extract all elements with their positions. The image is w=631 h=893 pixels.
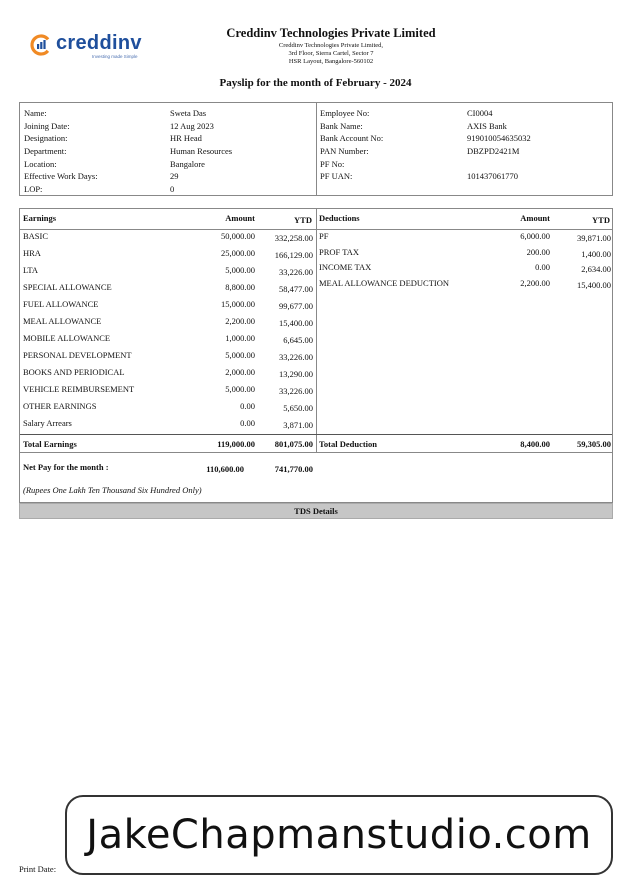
- deduction-item-name: PROF TAX: [319, 246, 360, 257]
- earnings-amount-header: Amount: [225, 213, 255, 223]
- earnings-item-ytd: 33,226.00: [279, 352, 313, 362]
- earnings-item-amount: 0.00: [240, 418, 255, 428]
- total-deduction-amount: 8,400.00: [520, 439, 550, 449]
- earnings-item-ytd: 332,258.00: [274, 233, 313, 243]
- deduction-item-amount: 2,200.00: [520, 277, 550, 288]
- info-label: Bank Name:: [320, 120, 363, 131]
- earnings-item-amount: 5,000.00: [225, 384, 255, 394]
- info-label: Bank Account No:: [320, 133, 384, 144]
- earnings-item-ytd: 33,226.00: [279, 267, 313, 277]
- earnings-item-name: LTA: [23, 265, 39, 275]
- earnings-item-ytd: 166,129.00: [274, 250, 313, 260]
- earnings-item-amount: 0.00: [240, 401, 255, 411]
- earnings-item-name: SPECIAL ALLOWANCE: [23, 282, 112, 292]
- info-label: PF UAN:: [320, 171, 353, 182]
- location: Bangalore: [170, 158, 205, 169]
- deduction-item-ytd: 1,400.00: [581, 248, 611, 259]
- earnings-item-name: MEAL ALLOWANCE: [23, 316, 102, 326]
- info-label: Employee No:: [320, 108, 370, 118]
- earnings-ytd-header: YTD: [294, 215, 312, 225]
- tds-details-bar: TDS Details: [19, 503, 613, 519]
- deduction-item-ytd: 2,634.00: [581, 264, 611, 274]
- total-deduction-ytd: 59,305.00: [577, 439, 611, 449]
- payslip-title: Payslip for the month of February - 2024: [219, 77, 412, 89]
- company-name: Creddinv Technologies Private Limited: [226, 26, 436, 40]
- earnings-item-amount: 2,200.00: [225, 316, 255, 326]
- earnings-item-amount: 15,000.00: [221, 299, 255, 309]
- pf-number: [467, 158, 531, 171]
- column-divider: [316, 209, 317, 452]
- earnings-item-ytd: 5,650.00: [283, 403, 313, 413]
- deductions-header: Deductions: [319, 213, 360, 223]
- employee-info-left-labels: [24, 107, 98, 196]
- deduction-item-amount: 6,000.00: [520, 231, 550, 241]
- info-label: PF No:: [320, 158, 345, 169]
- deduction-item-amount: 200.00: [526, 246, 550, 257]
- logo-tagline: Investing made Simple: [92, 54, 138, 59]
- company-address-line: HSR Layout, Bangalore-560102: [288, 58, 374, 65]
- employee-name: Sweta Das: [170, 108, 207, 118]
- company-logo: [30, 32, 150, 62]
- total-earnings-label: Total Earnings: [23, 439, 77, 449]
- info-label: Effective Work Days:: [24, 171, 98, 182]
- employee-info-box: [19, 102, 613, 196]
- total-earnings-ytd: 801,075.00: [274, 439, 313, 449]
- earnings-item-name: BOOKS AND PERIODICAL: [23, 367, 125, 377]
- total-deduction-label: Total Deduction: [319, 439, 378, 449]
- earnings-item-ytd: 13,290.00: [279, 369, 313, 379]
- earnings-item-name: BASIC: [23, 231, 49, 241]
- net-pay-amount: 110,600.00: [206, 464, 244, 474]
- earnings-item-ytd: 99,677.00: [279, 301, 313, 311]
- logo-text: creddinv: [56, 32, 142, 54]
- deduction-item-ytd: 39,871.00: [577, 233, 611, 243]
- earnings-item-amount: 5,000.00: [225, 350, 255, 360]
- deduction-item-amount: 0.00: [535, 262, 550, 272]
- earnings-item-name: FUEL ALLOWANCE: [23, 299, 99, 309]
- earnings-item-ytd: 6,645.00: [283, 335, 313, 345]
- earnings-item-amount: 5,000.00: [225, 265, 255, 275]
- earnings-item-name: MOBILE ALLOWANCE: [23, 333, 111, 343]
- department: Human Resources: [170, 146, 233, 157]
- header-divider: [20, 229, 612, 230]
- deductions-amount-header: Amount: [520, 213, 550, 223]
- watermark-banner: JakeChapmanstudio.com: [65, 795, 613, 875]
- total-divider: [20, 434, 612, 435]
- deduction-item-name: INCOME TAX: [319, 262, 372, 272]
- info-label: Location:: [24, 158, 57, 169]
- effective-work-days: 29: [170, 171, 179, 182]
- pan-number: DBZPD2421M: [467, 146, 520, 157]
- company-address-line: Creddinv Technologies Private Limited,: [278, 42, 384, 49]
- earnings-item-name: PERSONAL DEVELOPMENT: [23, 350, 132, 360]
- deduction-item-ytd: 15,400.00: [577, 279, 611, 290]
- deduction-item-name: MEAL ALLOWANCE DEDUCTION: [319, 277, 450, 288]
- earnings-item-amount: 2,000.00: [225, 367, 255, 377]
- print-date-label: Print Date:: [19, 864, 57, 874]
- logo-chart-icon: [30, 34, 52, 56]
- net-pay-label: Net Pay for the month :: [23, 462, 109, 472]
- deduction-item-name: PF: [319, 231, 329, 241]
- net-pay-ytd: 741,770.00: [274, 464, 313, 474]
- company-address-line: 3rd Floor, Sierra Cartel, Sector 7: [288, 50, 374, 57]
- earnings-item-ytd: 58,477.00: [279, 284, 313, 294]
- earnings-item-amount: 8,800.00: [225, 282, 255, 292]
- earnings-item-ytd: 33,226.00: [279, 386, 313, 396]
- info-label: Joining Date:: [24, 120, 70, 131]
- employee-info-left-values: [170, 107, 232, 196]
- earnings-item-name: OTHER EARNINGS: [23, 401, 97, 411]
- joining-date: 12 Aug 2023: [170, 120, 214, 131]
- earnings-item-amount: 1,000.00: [225, 333, 255, 343]
- total-divider: [20, 452, 612, 453]
- earnings-item-amount: 50,000.00: [221, 231, 255, 241]
- pf-uan: 101437061770: [467, 171, 518, 182]
- earnings-item-name: VEHICLE REIMBURSEMENT: [23, 384, 135, 394]
- earnings-item-amount: 25,000.00: [221, 248, 255, 258]
- lop: 0: [170, 184, 175, 195]
- column-divider: [316, 103, 317, 195]
- info-label: Designation:: [24, 133, 68, 144]
- deductions-ytd-header: YTD: [592, 215, 610, 225]
- earnings-item-name: HRA: [23, 248, 41, 258]
- info-label: Name:: [24, 108, 47, 118]
- employee-info-right-labels: [320, 107, 383, 183]
- bank-account-number: 919010054635032: [467, 133, 531, 144]
- info-label: LOP:: [24, 184, 43, 195]
- earnings-header: Earnings: [23, 213, 57, 223]
- bank-name: AXIS Bank: [467, 120, 507, 131]
- earnings-item-ytd: 15,400.00: [279, 318, 313, 328]
- employee-info-right-values: [467, 107, 531, 183]
- salary-table: [19, 208, 613, 503]
- total-earnings-amount: 119,000.00: [217, 439, 255, 449]
- earnings-item-name: Salary Arrears: [23, 418, 72, 428]
- net-pay-in-words: (Rupees One Lakh Ten Thousand Six Hundred Only): [23, 485, 202, 495]
- earnings-item-ytd: 3,871.00: [283, 420, 313, 430]
- info-label: PAN Number:: [320, 146, 369, 157]
- employee-number: CI0004: [467, 108, 493, 118]
- info-label: Department:: [24, 146, 67, 157]
- designation: HR Head: [170, 133, 202, 144]
